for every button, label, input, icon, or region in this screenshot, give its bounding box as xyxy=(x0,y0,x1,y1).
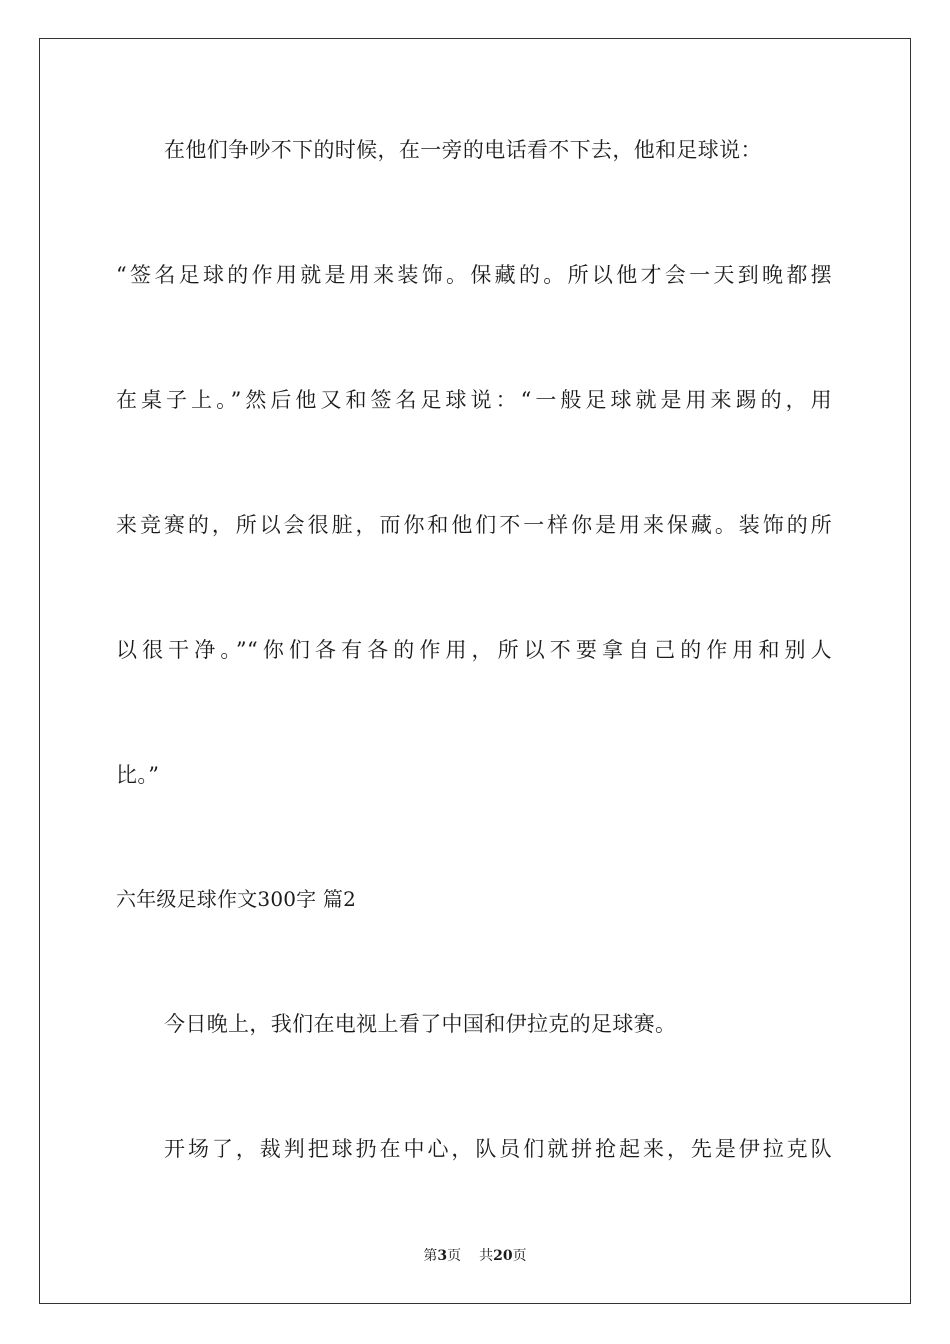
paragraph-line: “签名足球的作用就是用来装饰。保藏的。所以他才会一天到晚都摆 xyxy=(116,263,832,287)
paragraph-line: 在他们争吵不下的时候，在一旁的电话看不下去，他和足球说： xyxy=(164,138,762,162)
section-heading: 六年级足球作文300字 篇2 xyxy=(116,887,357,911)
page-border xyxy=(39,38,911,1304)
paragraph-line: 在桌子上。”然后他又和签名足球说：“一般足球就是用来踢的，用 xyxy=(116,388,832,412)
page-suffix: 页 xyxy=(447,1248,462,1264)
total-pages: 20 xyxy=(493,1248,513,1264)
page-footer xyxy=(0,1246,950,1266)
page-number: 3 xyxy=(437,1248,448,1264)
total-suffix: 页 xyxy=(512,1248,527,1264)
paragraph-line: 以很干净。”“你们各有各的作用，所以不要拿自己的作用和别人 xyxy=(116,638,832,662)
paragraph-line: 来竞赛的，所以会很脏，而你和他们不一样你是用来保藏。装饰的所 xyxy=(116,513,832,537)
paragraph-line: 开场了，裁判把球扔在中心，队员们就拼抢起来，先是伊拉克队 xyxy=(164,1137,832,1161)
paragraph-line: 今日晚上，我们在电视上看了中国和伊拉克的足球赛。 xyxy=(164,1012,677,1036)
page-prefix: 第 xyxy=(423,1248,438,1264)
paragraph-line: 比。” xyxy=(116,763,160,787)
total-prefix: 共 xyxy=(479,1248,494,1264)
